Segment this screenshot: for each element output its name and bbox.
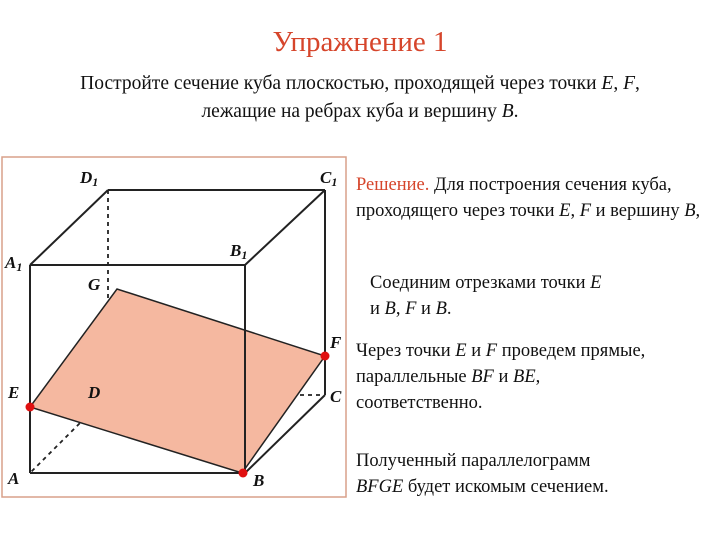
solution-intro: Решение. Для построения сечения куба, проходящего через точки E, F и вершину B, (356, 175, 701, 221)
task-line1: Постройте сечение куба плоскостью, проходящей через точки E, F, (80, 73, 640, 94)
section-polygon (30, 289, 325, 473)
solution-conclusion: Полученный параллелограмм BFGE будет искомым сечением. (356, 451, 609, 497)
label-A: A (8, 469, 20, 488)
point-E-marker (26, 403, 35, 412)
solution-step-1: Соединим отрезками точки E и B, F и B. (370, 273, 602, 319)
point-B-marker (239, 469, 248, 478)
label-A1: A1 (5, 253, 23, 274)
label-E: E (8, 383, 20, 402)
exercise-title: Упражнение 1 (272, 26, 448, 58)
solution-step-2: Через точки E и F проведем прямые, параллельные BF и BE, соответственно. (356, 341, 646, 413)
point-F-marker (321, 352, 330, 361)
label-B: B (253, 471, 265, 490)
label-D1: D1 (80, 168, 99, 189)
label-C1: C1 (320, 168, 338, 189)
label-C: C (330, 387, 342, 406)
label-D: D (88, 383, 101, 402)
label-F: F (330, 333, 342, 352)
task-line2: лежащие на ребрах куба и вершину B. (201, 101, 519, 122)
label-B1: B1 (230, 241, 248, 262)
label-G: G (88, 275, 101, 294)
